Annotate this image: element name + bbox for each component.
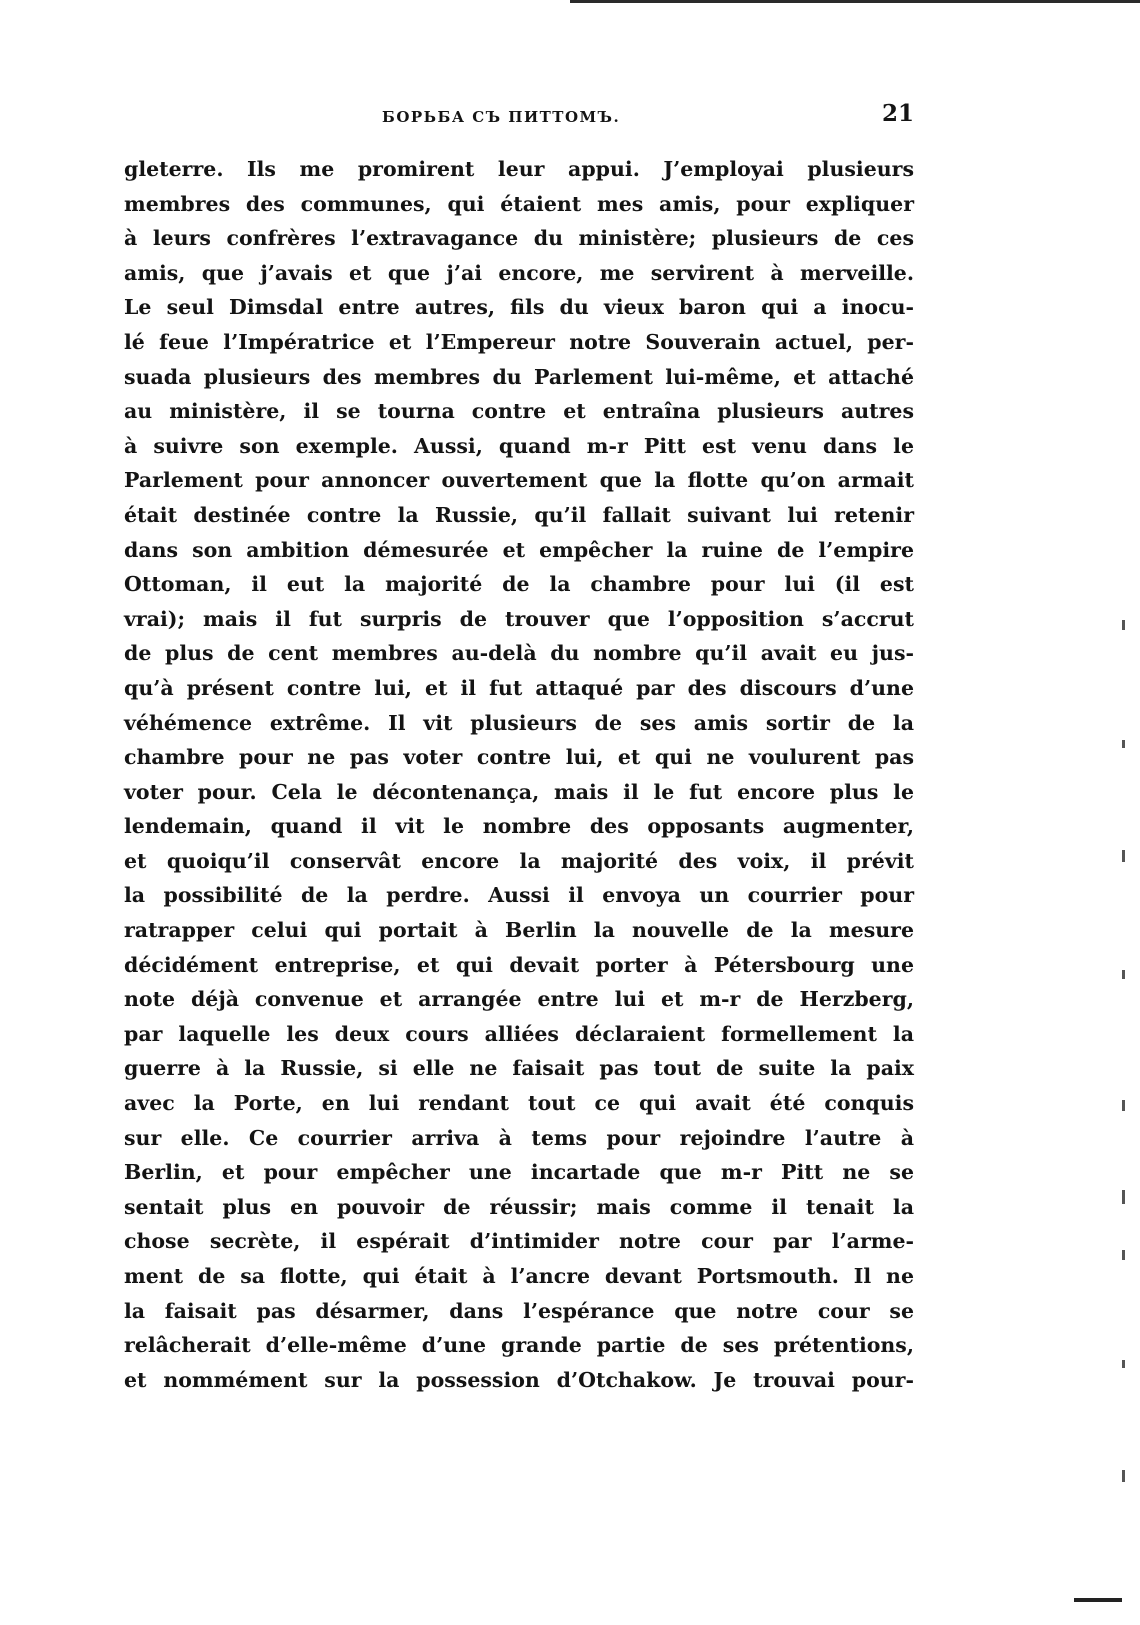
text-line: relâcherait d’elle-même d’une grande partie de ses prétentions, (124, 1333, 914, 1358)
scan-speck (1122, 1250, 1125, 1260)
scan-speck (1122, 850, 1125, 862)
text-line: gleterre. Ils me promirent leur appui. J’employai plusieurs (124, 157, 914, 181)
text-line: par laquelle les deux cours alliées déclaraient formellement la (124, 1021, 914, 1046)
text-line: ratrapper celui qui portait à Berlin la nouvelle de la mesure (124, 918, 914, 943)
text-line: de plus de cent membres au-delà du nombre qu’il avait eu jus- (124, 641, 914, 666)
scan-speck (1122, 1190, 1125, 1204)
text-line: avec la Porte, en lui rendant tout ce qui avait été conquis (124, 1091, 914, 1116)
text-line: amis, que j’avais et que j’ai encore, me servirent à merveille. (124, 260, 914, 285)
running-head (124, 100, 914, 134)
text-line: au ministère, il se tourna contre et entraîna plusieurs autres (124, 399, 914, 424)
text-line: qu’à présent contre lui, et il fut attaqué par des discours d’une (124, 675, 914, 700)
text-line: Parlement pour annoncer ouvertement que la flotte qu’on armait (124, 468, 914, 493)
text-line: décidément entreprise, et qui devait porter à Pétersbourg une (124, 952, 914, 977)
text-line: la possibilité de la perdre. Aussi il envoya un courrier pour (124, 883, 914, 908)
text-line: sentait plus en pouvoir de réussir; mais comme il tenait la (124, 1194, 914, 1219)
body-text (124, 152, 914, 1397)
text-line: véhémence extrême. Il vit plusieurs de ses amis sortir de la (124, 710, 914, 735)
scan-bottom-mark (1074, 1598, 1122, 1602)
text-line: lé feue l’Impératrice et l’Empereur notre Souverain actuel, per- (124, 329, 914, 354)
text-line: et quoiqu’il conservât encore la majorité des voix, il prévit (124, 848, 914, 873)
text-line: Ottoman, il eut la majorité de la chambre pour lui (il est (124, 572, 914, 597)
text-line: membres des communes, qui étaient mes amis, pour expliquer (124, 191, 914, 216)
scan-speck (1122, 1100, 1125, 1111)
text-line: dans son ambition démesurée et empêcher la ruine de l’empire (124, 537, 914, 562)
text-line: chambre pour ne pas voter contre lui, et qui ne voulurent pas (124, 745, 914, 770)
scan-speck (1122, 740, 1125, 748)
text-line: chose secrète, il espérait d’intimider notre cour par l’arme- (124, 1229, 914, 1254)
scan-speck (1122, 1360, 1125, 1368)
text-line: Berlin, et pour empêcher une incartade que m-r Pitt ne se (124, 1160, 914, 1185)
text-line: ment de sa flotte, qui était à l’ancre devant Portsmouth. Il ne (124, 1264, 914, 1288)
scan-speck (1122, 1470, 1125, 1482)
text-line: Le seul Dimsdal entre autres, fils du vieux baron qui a inocu- (124, 295, 914, 320)
text-line: sur elle. Ce courrier arriva à tems pour rejoindre l’autre à (124, 1125, 914, 1150)
text-line: et nommément sur la possession d’Otchakow. Je trouvai pour- (124, 1367, 914, 1392)
scan-margin-specks (1122, 600, 1126, 1590)
running-title: БОРЬБА СЪ ПИТТОМЪ. (382, 108, 621, 126)
text-line: était destinée contre la Russie, qu’il fallait suivant lui retenir (124, 502, 914, 527)
top-edge-rule (570, 0, 1140, 3)
text-line: vrai); mais il fut surpris de trouver que l’opposition s’accrut (124, 606, 914, 631)
text-line: suada plusieurs des membres du Parlement lui-même, et attaché (124, 364, 914, 389)
text-line: la faisait pas désarmer, dans l’espérance que notre cour se (124, 1298, 914, 1323)
scan-speck (1122, 970, 1125, 979)
text-line: à leurs confrères l’extravagance du ministère; plusieurs de ces (124, 226, 914, 251)
text-line: guerre à la Russie, si elle ne faisait pas tout de suite la paix (124, 1056, 914, 1081)
text-line: lendemain, quand il vit le nombre des opposants augmenter, (124, 814, 914, 839)
scan-speck (1122, 620, 1125, 630)
text-line: note déjà convenue et arrangée entre lui et m-r de Herzberg, (124, 987, 914, 1012)
text-line: à suivre son exemple. Aussi, quand m-r Pitt est venu dans le (124, 433, 914, 458)
text-line: voter pour. Cela le décontenança, mais il le fut encore plus le (124, 779, 914, 804)
page-number: 21 (881, 100, 914, 127)
